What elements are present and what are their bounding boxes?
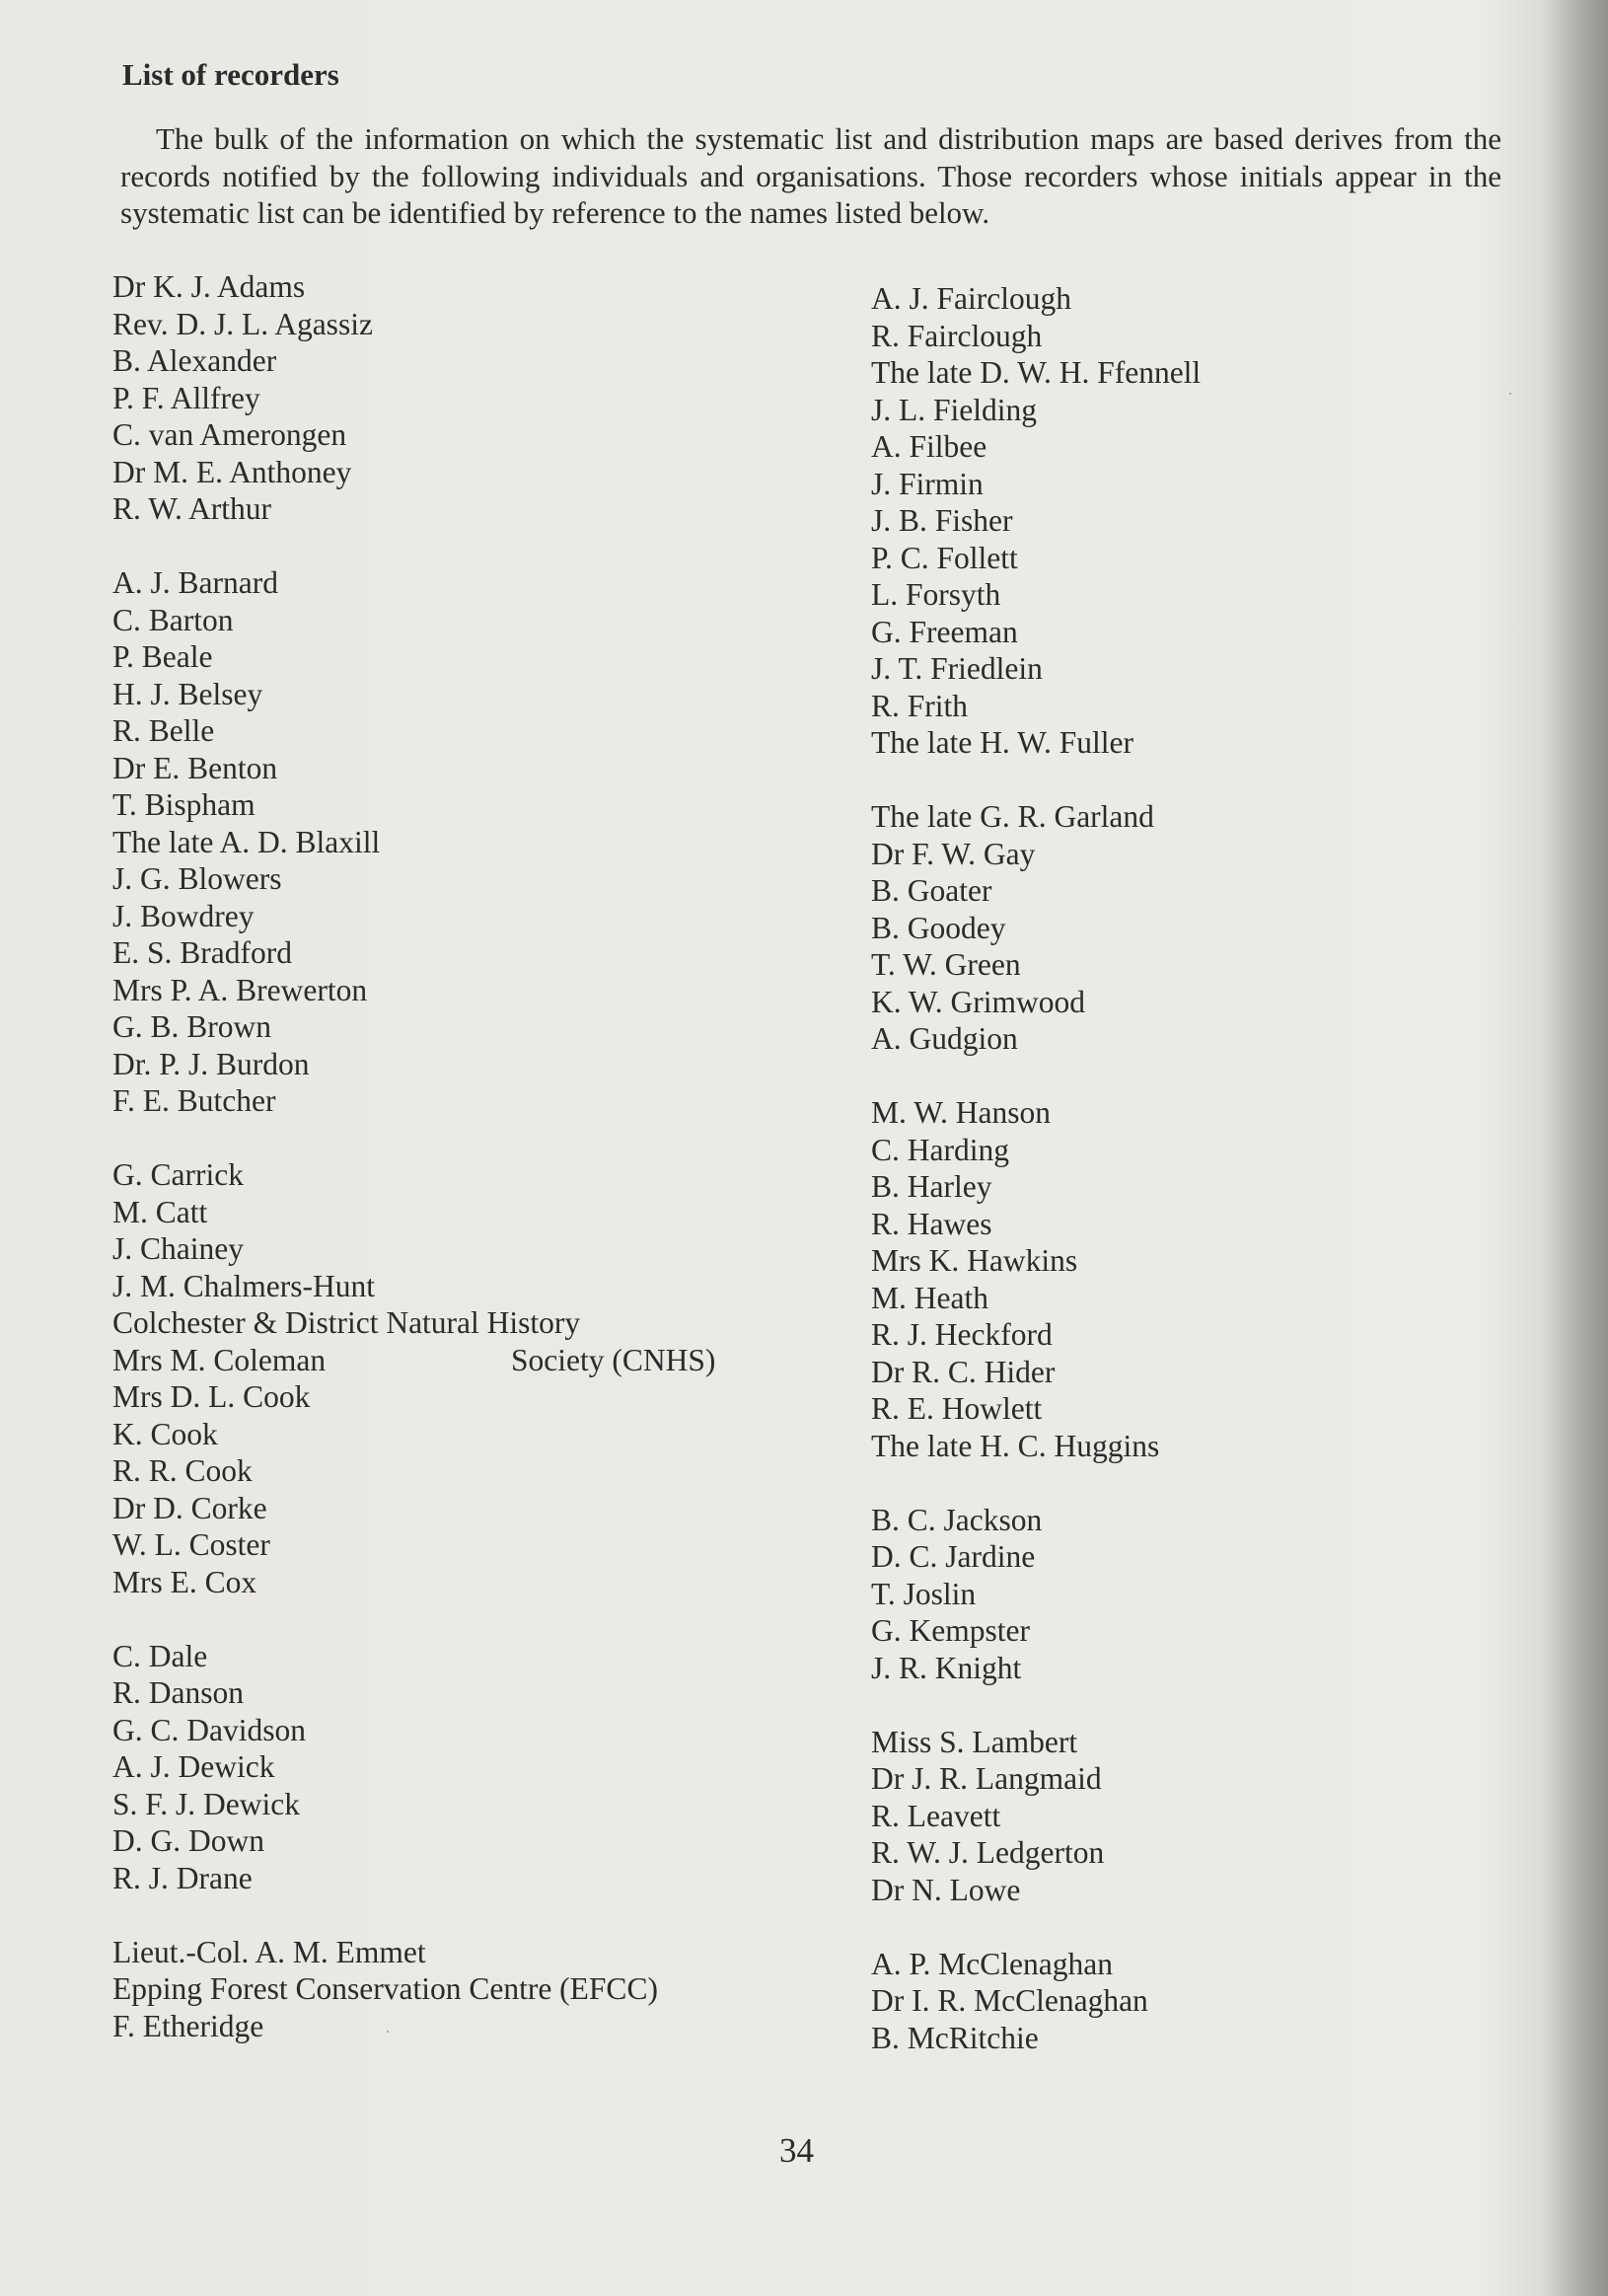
recorder-name: J. Firmin <box>871 466 984 501</box>
recorder-name: R. Danson <box>112 1675 244 1710</box>
recorder-name: S. F. J. Dewick <box>112 1786 300 1821</box>
recorder-name: R. Fairclough <box>871 318 1043 353</box>
recorder-name: J. T. Friedlein <box>871 651 1043 686</box>
recorder-name: Miss S. Lambert <box>871 1724 1078 1759</box>
recorder-name: B. C. Jackson <box>871 1502 1043 1537</box>
recorder-name: A. J. Dewick <box>112 1749 275 1784</box>
recorder-name: P. C. Follett <box>871 540 1018 575</box>
recorder-name: A. P. McClenaghan <box>871 1946 1113 1981</box>
recorder-name: Rev. D. J. L. Agassiz <box>112 306 373 341</box>
coleman-line <box>112 1342 803 1379</box>
recorder-group-g <box>871 798 1502 1058</box>
recorder-name: R. Belle <box>112 713 215 748</box>
recorder-name: B. Alexander <box>112 343 277 378</box>
recorder-name: A. J. Fairclough <box>871 281 1071 316</box>
recorder-group-a <box>112 268 803 528</box>
recorder-name: C. Barton <box>112 602 234 637</box>
recorder-name: Mrs D. L. Cook <box>112 1379 311 1414</box>
recorder-name: K. W. Grimwood <box>871 984 1086 1019</box>
recorder-name: T. Bispham <box>112 787 256 822</box>
recorder-name: The late H. W. Fuller <box>871 725 1133 760</box>
recorder-name: Lieut.-Col. A. M. Emmet <box>112 1934 426 1969</box>
recorder-name: R. W. Arthur <box>112 491 272 526</box>
recorder-name: R. Hawes <box>871 1206 992 1241</box>
recorder-name: C. van Amerongen <box>112 417 347 452</box>
recorder-name: D. G. Down <box>112 1823 264 1858</box>
recorder-name: K. Cook <box>112 1416 218 1451</box>
recorder-name: R. R. Cook <box>112 1453 253 1488</box>
recorder-name: T. W. Green <box>871 947 1021 982</box>
recorder-name: D. C. Jardine <box>871 1539 1036 1574</box>
recorder-name: C. Dale <box>112 1638 208 1673</box>
recorder-name: P. Beale <box>112 639 213 674</box>
recorder-name: Dr R. C. Hider <box>871 1354 1056 1389</box>
left-column <box>112 268 803 2082</box>
recorder-name: Mrs M. Coleman <box>112 1342 327 1377</box>
recorder-name: Dr K. J. Adams <box>112 269 306 304</box>
recorder-name: M. Catt <box>112 1194 208 1229</box>
recorder-group-b <box>112 564 803 1120</box>
recorder-name: Dr F. W. Gay <box>871 836 1036 871</box>
recorder-name: F. E. Butcher <box>112 1083 276 1118</box>
recorder-name: B. Harley <box>871 1169 992 1204</box>
recorder-group-d <box>112 1638 803 1897</box>
recorder-name: H. J. Belsey <box>112 676 263 711</box>
recorder-group-jk <box>871 1502 1502 1687</box>
recorder-name: B. Goater <box>871 873 992 908</box>
page-heading: List of recorders <box>122 57 339 92</box>
recorder-name: Dr N. Lowe <box>871 1872 1021 1907</box>
recorder-name: R. W. J. Ledgerton <box>871 1835 1105 1870</box>
recorder-group-c <box>112 1156 803 1600</box>
recorder-name: Mrs K. Hawkins <box>871 1243 1078 1278</box>
recorder-name: C. Harding <box>871 1132 1009 1167</box>
recorder-name: P. F. Allfrey <box>112 380 260 415</box>
recorder-name: G. C. Davidson <box>112 1712 306 1747</box>
recorder-name: A. Gudgion <box>871 1021 1018 1056</box>
recorder-name: J. Chainey <box>112 1231 244 1266</box>
recorder-name: The late H. C. Huggins <box>871 1428 1160 1463</box>
recorder-name: Mrs P. A. Brewerton <box>112 972 368 1007</box>
recorder-group-e <box>112 1934 803 2045</box>
recorder-name: Dr J. R. Langmaid <box>871 1761 1102 1796</box>
recorder-name: B. McRitchie <box>871 2020 1039 2055</box>
society-name-continuation: Society (CNHS) <box>511 1342 716 1377</box>
recorder-name: Dr E. Benton <box>112 750 278 785</box>
recorder-name: R. J. Drane <box>112 1860 253 1895</box>
recorder-name: F. Etheridge <box>112 2008 264 2043</box>
recorder-name: W. L. Coster <box>112 1527 270 1562</box>
recorder-group-h <box>871 1094 1502 1464</box>
intro-paragraph: The bulk of the information on which the systematic list and distribution maps are based derives from the records notified by the following individuals and organisations. Those recorders whose initials appear in the systematic list can be identified by reference to the names listed below. <box>120 121 1501 230</box>
recorder-name: The late G. R. Garland <box>871 799 1154 834</box>
recorder-name: T. Joslin <box>871 1576 977 1611</box>
recorder-name: J. G. Blowers <box>112 861 282 896</box>
recorder-name: Dr D. Corke <box>112 1490 267 1525</box>
recorder-name: A. Filbee <box>871 429 987 464</box>
recorder-name: J. L. Fielding <box>871 392 1038 427</box>
recorder-name: L. Forsyth <box>871 577 1001 612</box>
recorder-name: R. E. Howlett <box>871 1391 1043 1426</box>
recorder-name: B. Goodey <box>871 910 1006 945</box>
right-column <box>871 280 1502 2094</box>
recorder-name: A. J. Barnard <box>112 565 278 600</box>
recorder-name: Epping Forest Conservation Centre (EFCC) <box>112 1971 658 2006</box>
recorder-name: G. B. Brown <box>112 1009 272 1044</box>
recorder-name: R. Frith <box>871 688 969 723</box>
recorder-name: The late A. D. Blaxill <box>112 824 381 859</box>
recorder-group-l <box>871 1724 1502 1909</box>
recorder-name: J. M. Chalmers-Hunt <box>112 1268 375 1303</box>
paper-speck <box>387 2031 389 2033</box>
recorder-name: E. S. Bradford <box>112 935 292 970</box>
recorder-name: Dr. P. J. Burdon <box>112 1046 310 1081</box>
recorder-group-f <box>871 280 1502 762</box>
recorder-name: J. B. Fisher <box>871 503 1013 538</box>
recorder-name: R. Leavett <box>871 1798 1001 1833</box>
recorder-name: Dr I. R. McClenaghan <box>871 1983 1148 2018</box>
recorder-name: Dr M. E. Anthoney <box>112 454 352 489</box>
recorder-name: J. Bowdrey <box>112 898 255 933</box>
recorder-name: Colchester & District Natural History <box>112 1305 581 1340</box>
paper-speck <box>1509 393 1511 395</box>
recorder-name: The late D. W. H. Ffennell <box>871 355 1202 390</box>
recorder-name: G. Freeman <box>871 614 1018 649</box>
recorder-group-m <box>871 1946 1502 2057</box>
recorder-name: Mrs E. Cox <box>112 1564 257 1599</box>
recorder-name: M. W. Hanson <box>871 1095 1052 1130</box>
page-number: 34 <box>779 2131 814 2170</box>
recorder-name: G. Carrick <box>112 1157 244 1192</box>
recorder-name: G. Kempster <box>871 1613 1030 1648</box>
recorder-name: M. Heath <box>871 1280 988 1315</box>
recorder-name: R. J. Heckford <box>871 1317 1053 1352</box>
recorder-name: J. R. Knight <box>871 1650 1022 1685</box>
